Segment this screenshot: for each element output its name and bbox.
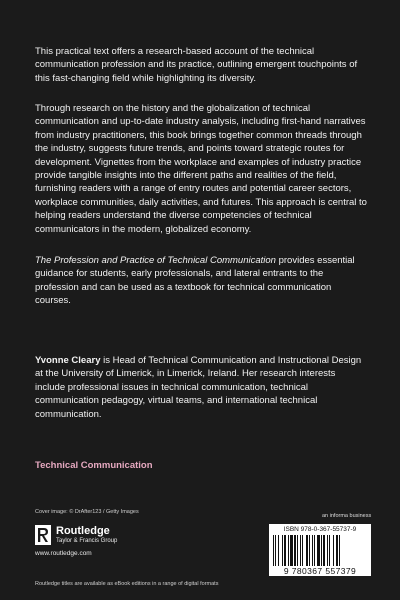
blurb-paragraph-intro: This practical text offers a research-based account of the technical communication profession and its practice, outlining emergent touchpoints of this fast-changing field while highlighting its diversity. [35,46,358,84]
cover-credit: Cover image: © DrAfter123 / Getty Images [35,509,139,515]
barcode-bars [273,535,367,566]
blurb-paragraph-usage [35,254,368,308]
subject-category: Technical Communication [35,460,153,471]
publisher-group: Taylor & Francis Group [56,538,118,544]
barcode-digits: 9 780367 557379 [283,566,357,576]
usage-text: provides essential guidance for students, early professionals, and lateral entrants to the profession and can be used as a textbook for technical communication courses. [35,255,355,307]
author-bio-text: is Head of Technical Communication and Instructional Design at the University of Limerick, in Limerick, Ireland. Her research interests include professional issues in technical communication, technical communication pedagogy, virtual teams, and international technical communication. [35,355,362,420]
routledge-mark-icon [35,525,51,545]
author-name: Yvonne Cleary [35,355,101,366]
barcode-box [269,524,371,576]
author-bio [35,354,368,421]
blurb-paragraph-research: Through research on the history and the globalization of technical communication and up-to-date industry analysis, including first-hand narratives from industry practitioners, this book brings together common threads through the industry, suggests future trends, and points toward strategic routes for development. Vignettes from the workplace and examples of industry practice provide tangible insights into the different paths and realities of the field, furnishing readers with a range of entry routes and potential career sectors, workplace communities, daily activities, and futures. This approach is central to helping readers understand the diverse competencies of technical communicators in the modern, globalized economy. [35,103,367,235]
publisher-name: Routledge [56,525,110,537]
isbn-label: ISBN 978-0-367-55737-9 [283,526,357,533]
publisher-url: www.routledge.com [35,550,92,557]
book-title: The Profession and Practice of Technical Communication [35,255,276,266]
publisher-logo [35,523,165,555]
ebook-footer-note: Routledge titles are available as eBook editions in a range of digital formats [35,581,219,587]
informa-tagline: an informa business [322,513,372,519]
